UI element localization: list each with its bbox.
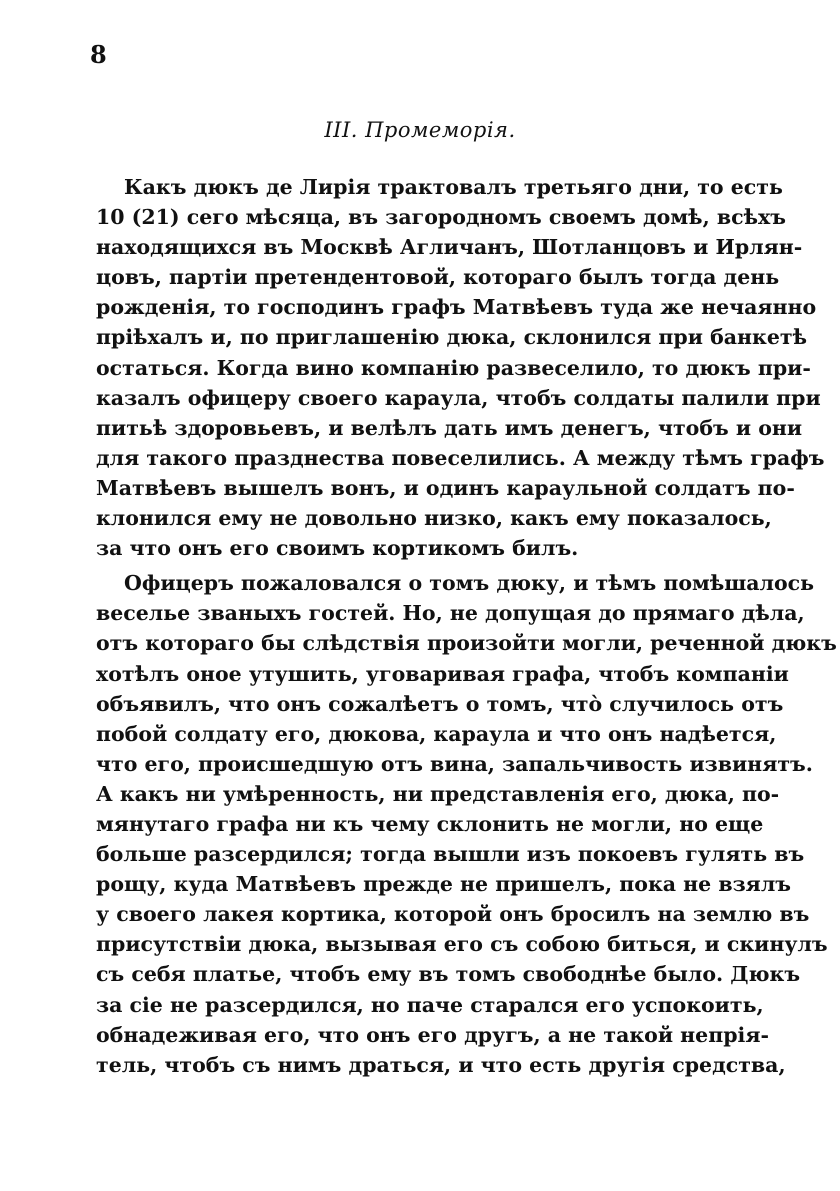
text-line: объявилъ, что онъ сожалѣетъ о томъ, что̀ случилось отъ (96, 691, 784, 716)
text-line: остаться. Когда вино компанію развеселило, то дюкъ при- (96, 355, 811, 380)
text-line: хотѣлъ оное утушить, уговаривая графа, чтобъ компаніи (96, 661, 789, 686)
text-line: тель, чтобъ съ нимъ драться, и что есть другія средства, (96, 1052, 786, 1077)
text-line: казалъ офицеру своего караула, чтобъ солдаты палили при (96, 385, 821, 410)
paragraph (96, 172, 825, 563)
text-line: пріѣхалъ и, по приглашенію дюка, склонился при банкетѣ (96, 325, 808, 350)
text-line: Офицеръ пожаловался о томъ дюку, и тѣмъ помѣшалось (124, 571, 815, 596)
text-line: 10 (21) сего мѣсяца, въ загородномъ своемъ домѣ, всѣхъ (96, 205, 786, 230)
text-line: побой солдату его, дюкова, караула и что онъ надѣется, (96, 721, 777, 746)
text-line: что его, происшедшую отъ вина, запальчивость извинятъ. (96, 751, 813, 776)
text-line: веселье званыхъ гостей. Но, не допущая до прямаго дѣла, (96, 601, 805, 626)
text-line: съ себя платье, чтобъ ему въ томъ свободнѣе было. Дюкъ (96, 962, 801, 987)
page-number: 8 (90, 40, 107, 69)
text-line: для такого празднества повеселились. А между тѣмъ графъ (96, 445, 825, 470)
text-line: рожденія, то господинъ графъ Матвѣевъ туда же нечаянно (96, 295, 817, 320)
text-line: больше разсердился; тогда вышли изъ покоевъ гулять въ (96, 842, 805, 867)
text-line: за что онъ его своимъ кортикомъ билъ. (96, 536, 579, 561)
text-line: мянутаго графа ни къ чему склонить не могли, но еще (96, 811, 764, 836)
text-line: обнадеживая его, что онъ его другъ, а не такой непрія- (96, 1022, 769, 1047)
text-line: у своего лакея кортика, которой онъ бросилъ на землю въ (96, 902, 810, 927)
text-line: рощу, куда Матвѣевъ прежде не пришелъ, пока не взялъ (96, 872, 791, 897)
paragraph (96, 568, 837, 1080)
section-heading: III. Промеморія. (324, 118, 516, 142)
text-line: присутствіи дюка, вызывая его съ собою биться, и скинулъ (96, 932, 828, 957)
text-line: находящихся въ Москвѣ Агличанъ, Шотланцовъ и Ирлян- (96, 235, 803, 260)
text-line: питьѣ здоровьевъ, и велѣлъ дать имъ денегъ, чтобъ и они (96, 415, 803, 440)
text-line: отъ котораго бы слѣдствія произойти могли, реченной дюкъ (96, 631, 837, 656)
text-line: Какъ дюкъ де Лирія трактовалъ третьяго дни, то есть (124, 175, 783, 199)
text-line: за сіе не разсердился, но паче старался его успокоить, (96, 992, 764, 1017)
text-line: цовъ, партіи претендентовой, котораго былъ тогда день (96, 265, 780, 290)
text-line: Матвѣевъ вышелъ вонъ, и одинъ караульной солдатъ по- (96, 475, 795, 500)
text-line: клонился ему не довольно низко, какъ ему показалось, (96, 506, 772, 531)
text-line: А какъ ни умѣренность, ни представленія его, дюка, по- (96, 781, 780, 806)
body-text (96, 172, 837, 1080)
